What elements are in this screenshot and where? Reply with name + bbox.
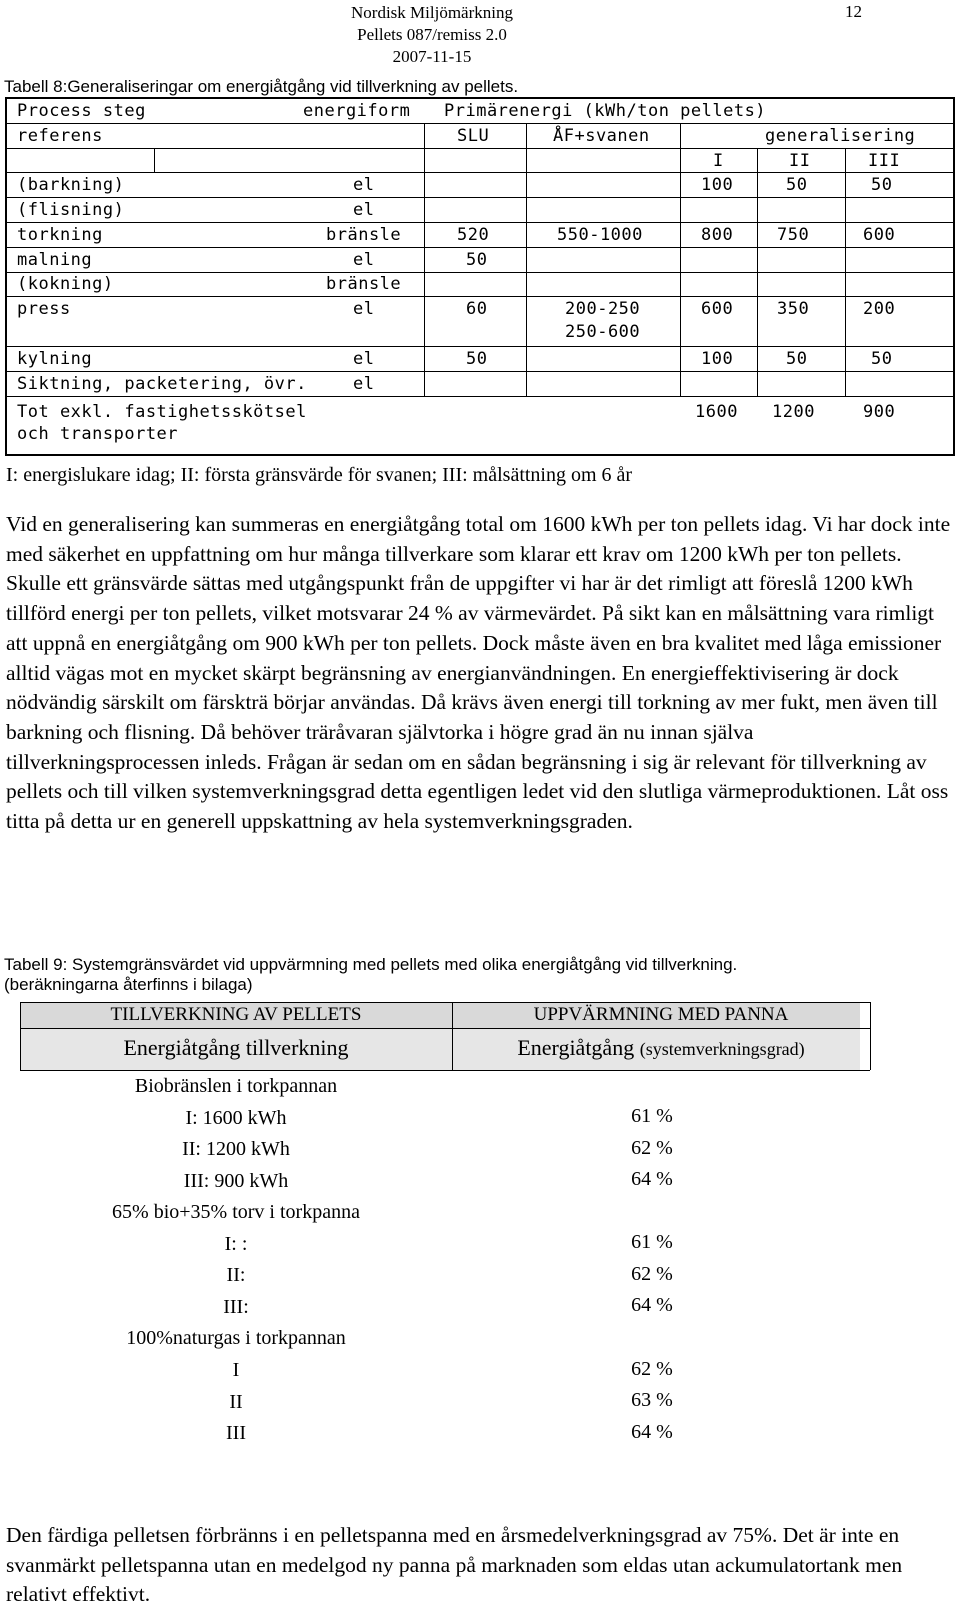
t9-row-left: III: 900 kWh (183, 1170, 289, 1192)
t8-head-energiform: energiform (303, 101, 411, 121)
t9-rule (20, 1028, 870, 1029)
t8-cell-g2: 750 (777, 225, 810, 245)
t8-cell-form: bränsle (326, 225, 402, 245)
t9-sub-right-main: Energiåtgång (517, 1035, 635, 1060)
t8-cell-step: torkning (17, 225, 103, 245)
t8-cell-slu: 60 (466, 299, 488, 319)
t8-rule (7, 172, 953, 173)
page-number: 12 (845, 2, 862, 21)
t8-rule (526, 123, 527, 397)
t8-cell-step: malning (17, 250, 93, 270)
t8-cell-g3: 900 (863, 402, 896, 422)
t8-rule (154, 148, 155, 172)
t8-head-af: ÅF+svanen (553, 126, 650, 146)
t8-cell-g1: 100 (701, 175, 734, 195)
t8-cell-form: el (353, 200, 375, 220)
t8-cell-step: (flisning) (17, 200, 125, 220)
t8-cell-g3: 50 (871, 175, 893, 195)
t8-rule (845, 148, 846, 397)
t8-cell-g3: 600 (863, 225, 896, 245)
t8-cell-af2: 250-600 (565, 322, 641, 342)
t8-cell-slu: 50 (466, 250, 488, 270)
t9-row-left: 65% bio+35% torv i torkpanna (112, 1201, 360, 1223)
t8-head-g2: II (789, 151, 811, 171)
t9-sub-right (452, 1031, 870, 1066)
t9-row-left: I: 1600 kWh (185, 1107, 287, 1129)
header-date: 2007-11-15 (392, 47, 472, 66)
t8-cell-form: el (353, 349, 375, 369)
t8-cell-step: press (17, 299, 71, 319)
t9-sub-left: Energiåtgång tillverkning (123, 1035, 349, 1060)
t9-row-right: 62 % (631, 1137, 673, 1159)
body-paragraph-2: Den färdiga pelletsen förbränns i en pelletspanna med en årsmedelverkningsgrad av 75%. Det är inte en svanmärkt pelletspanna utan en medelgod ny panna på marknaden som eldas utan ackumulatortank men relativt effektivt. (6, 1523, 903, 1607)
t9-row-left: II (229, 1391, 243, 1413)
t8-cell-step: (kokning) (17, 274, 114, 294)
table9 (20, 998, 890, 1462)
t8-cell-g1: 600 (701, 299, 734, 319)
t9-row-left: II: 1200 kWh (182, 1138, 290, 1160)
t8-cell-form: el (353, 299, 375, 319)
t8-cell-form: el (353, 175, 375, 195)
t8-cell-slu: 50 (466, 349, 488, 369)
t9-row-right: 64 % (631, 1421, 673, 1443)
t8-head-g1: I (713, 151, 724, 171)
t9-row-left: II: (226, 1264, 246, 1286)
t8-cell-af: 200-250 (565, 299, 641, 319)
t8-rule (7, 346, 953, 347)
t8-cell-g3: 50 (871, 349, 893, 369)
t9-row-left: Biobränslen i torkpannan (134, 1075, 338, 1097)
t9-row-left: III (226, 1422, 246, 1444)
t8-cell-slu: 520 (457, 225, 490, 245)
t8-cell-step: (barkning) (17, 175, 125, 195)
t8-cell-g2: 50 (786, 349, 808, 369)
t8-cell-step2: och transporter (17, 424, 179, 444)
t9-row-right: 62 % (631, 1358, 673, 1380)
t9-head-right: UPPVÄRMNING MED PANNA (533, 1004, 789, 1025)
t8-head-slu: SLU (457, 126, 490, 146)
t8-rule (7, 247, 953, 248)
t8-cell-g2: 50 (786, 175, 808, 195)
t8-rule (424, 123, 425, 397)
t9-row-right: 64 % (631, 1294, 673, 1316)
header-org: Nordisk Miljömärkning (351, 3, 513, 22)
t9-row-right: 61 % (631, 1105, 673, 1127)
header-lines (300, 2, 564, 68)
t8-head-referens: referens (17, 126, 103, 146)
t8-cell-g1: 800 (701, 225, 734, 245)
t8-rule (7, 272, 953, 273)
t8-head-generalisering: generalisering (765, 126, 916, 146)
t8-cell-g1: 100 (701, 349, 734, 369)
t8-rule (7, 371, 953, 372)
t8-rule (757, 148, 758, 397)
t8-cell-form: el (353, 250, 375, 270)
t8-rule (680, 123, 681, 397)
t9-row-right: 64 % (631, 1168, 673, 1190)
t9-sub-right-small: (systemverkningsgrad) (639, 1039, 805, 1059)
t8-cell-af: 550-1000 (557, 225, 643, 245)
table8-note: I: energislukare idag; II: första gränsvärde för svanen; III: målsättning om 6 år (6, 464, 633, 486)
t8-cell-step: Tot exkl. fastighetsskötsel (17, 402, 307, 422)
t8-cell-step: kylning (17, 349, 93, 369)
body-paragraph-1: Vid en generalisering kan summeras en energiåtgång total om 1600 kWh per ton pellets idag. Vi har dock inte med säkerhet en uppfattning om hur många tillverkare som klarar ett krav om 1200 kWh per ton pellets. Skulle ett gränsvärde sättas med utgångspunkt från de uppgifter vi har är det rimligt att föreslå 1200 kWh tillförd energi per ton pellets, vilket motsvarar 24 % av värmevärdet. På sikt kan en målsättning vara rimligt att uppnå en energiåtgång om 900 kWh per ton pellets. Dock måste även en bra kvalitet med låga emissioner alltid vägas mot en mycket skärpt begränsning av energianvändningen. En energieffektivisering är dock nödvändig särskilt om färskträ börjar användas. Då krävs även energi till torkning av mer fukt, men även till barkning och flisning. Då behöver träråvaran självtorka i högre grad än nu innan själva tillverkningsprocessen inleds. Frågan är sedan om en sådan begränsning i sig är relevant för tillverkning av pellets och till vilken systemverkningsgrad detta egentligen ledet vid den slutliga värmeproduktionen. Låt oss titta på detta ur en generell uppskattning av hela systemverkningsgraden. (6, 512, 951, 834)
t8-cell-form: el (353, 374, 375, 394)
t8-rule (7, 123, 953, 124)
t8-cell-form: bränsle (326, 274, 402, 294)
t9-head-left: TILLVERKNING AV PELLETS (110, 1004, 362, 1025)
t9-row-right: 62 % (631, 1263, 673, 1285)
t8-cell-g2: 350 (777, 299, 810, 319)
t8-cell-g3: 200 (863, 299, 896, 319)
t8-cell-step: Siktning, packetering, övr. (17, 374, 307, 394)
t8-cell-g1: 1600 (695, 402, 738, 422)
table9-caption-sub: (beräkningarna återfinns i bilaga) (4, 975, 253, 994)
header-doc: Pellets 087/remiss 2.0 (357, 25, 507, 44)
t9-row-left: I: : (224, 1233, 248, 1255)
t9-row-left: I (232, 1359, 240, 1381)
t9-row-right: 63 % (631, 1389, 673, 1411)
t9-row-left: 100%naturgas i torkpannan (126, 1327, 346, 1349)
t8-rule (7, 296, 953, 297)
t9-row-left: III: (223, 1296, 249, 1318)
t8-rule (7, 396, 953, 397)
t9-rule (870, 1002, 871, 1070)
t8-rule (7, 148, 953, 149)
table8-caption: Tabell 8:Generaliseringar om energiåtgång vid tillverkning av pellets. (4, 77, 519, 96)
table8 (5, 97, 955, 456)
t8-head-g3: III (868, 151, 901, 171)
table9-caption: Tabell 9: Systemgränsvärdet vid uppvärmning med pellets med olika energiåtgång vid tillverkning. (4, 955, 738, 974)
t8-cell-g2: 1200 (772, 402, 815, 422)
t8-rule (7, 197, 953, 198)
t8-rule (7, 222, 953, 223)
t8-head-process: Process steg (17, 101, 146, 121)
t8-head-primarenergi: Primärenergi (kWh/ton pellets) (444, 101, 767, 121)
t9-row-right: 61 % (631, 1231, 673, 1253)
